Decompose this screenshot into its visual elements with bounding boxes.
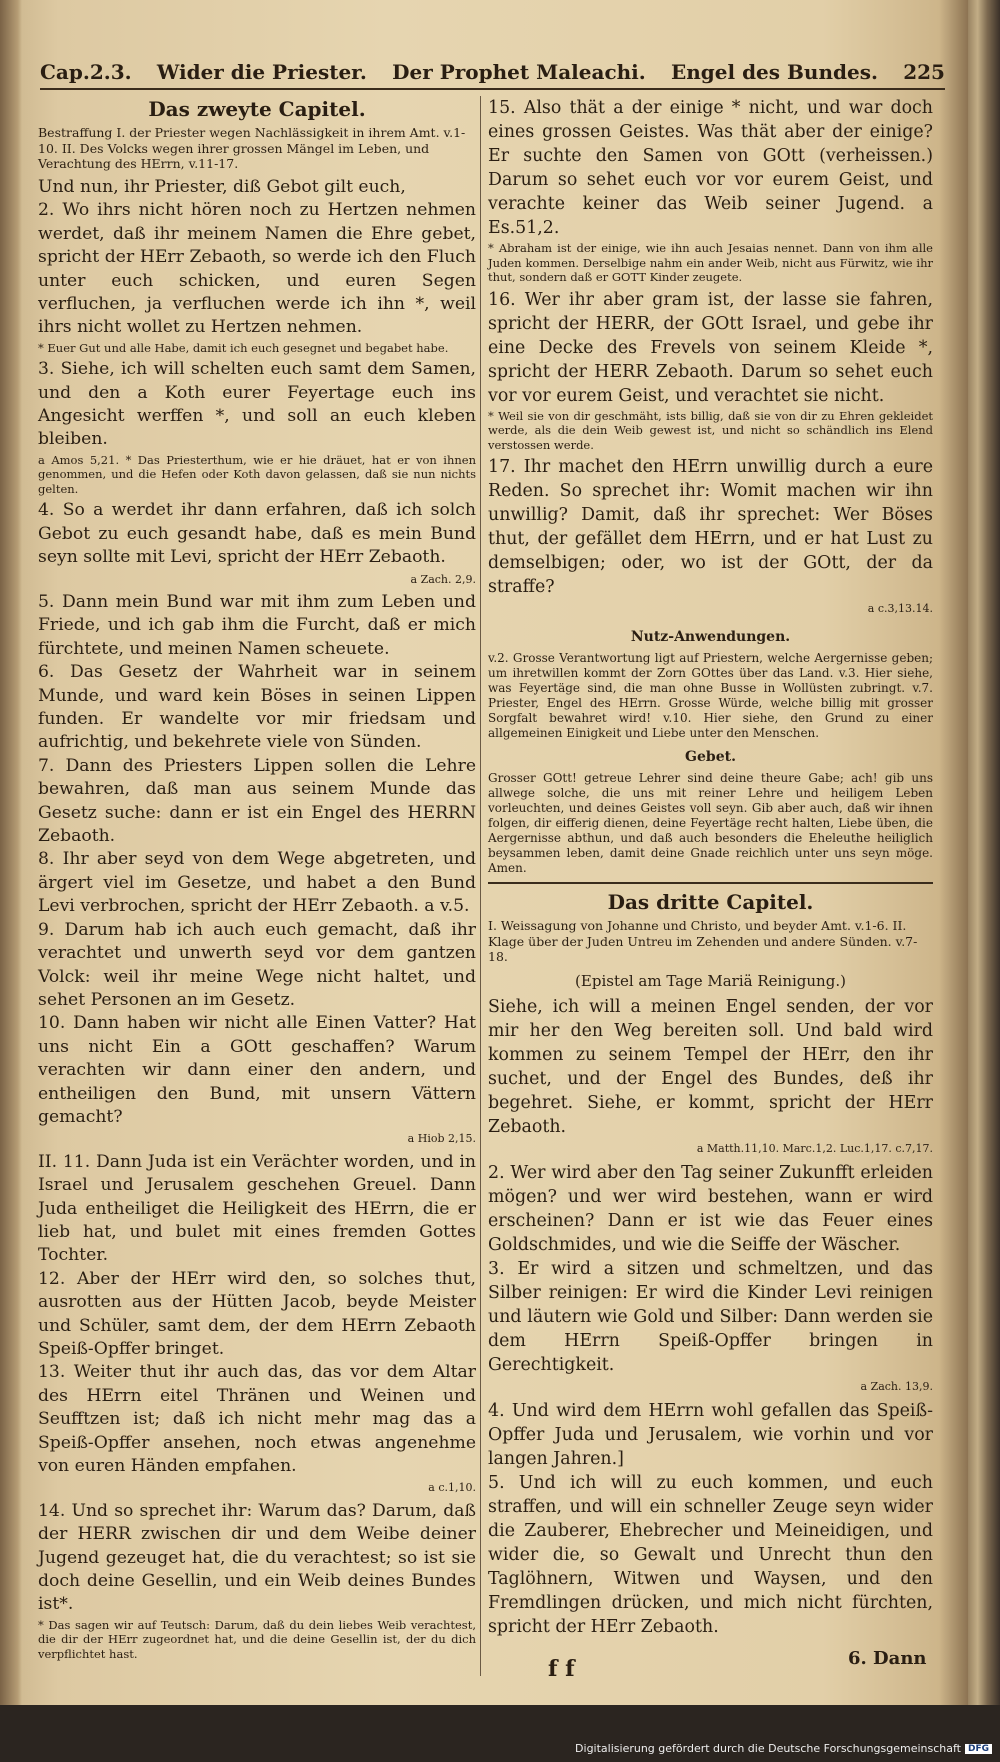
verse: 16. Wer ihr aber gram ist, der lasse sie fahren, spricht der HERR, der GOtt Israel, und gebe ihr eine Decke des Frevels von seinem Kleide *, spricht der HERR Zebaoth. Darum so sehet euch vor vor eurem Geist, und verachtet sie nicht. [488,289,933,406]
verse: 9. Darum hab ich auch euch gemacht, daß ihr verachtet und unwerth seyd vor dem gantzen Volck: weil ihr meine Wege nicht haltet, und sehet Personen an im Gesetz. [38,919,476,1010]
cross-reference: a Zach. 2,9. [410,572,476,586]
book-edge [968,0,1000,1705]
header-right-title: Engel des Bundes. [671,60,878,84]
verse: II. 11. Dann Juda ist ein Verächter worden, und in Israel und Jerusalem geschehen Greuel. Dann Juda entheiliget die Heiligkeit des HErrn, die er lieb hat, und bulet mit eines fremden Gottes Tochter. [38,1151,476,1266]
verse: 7. Dann des Priesters Lippen sollen die Lehre bewahren, daß man aus seinem Munde das Gesetz suche: dann er ist ein Engel des HERRN Zebaoth. [38,755,476,847]
verse: 6. Das Gesetz der Wahrheit war in seinem Munde, und ward kein Böses in seinen Lippen funden. Er wandelte vor mir friedsam und aufrichtig, und bekehrete viele von Sünden. [38,662,476,753]
page-number: 225 [903,60,945,84]
header-chapter: Cap.2.3. [40,60,132,84]
chapter-3-title: Das dritte Capitel. [607,890,814,914]
verse-note: * Euer Gut und alle Habe, damit ich euch gesegnet und begabet habe. [38,340,449,355]
cross-reference: a Hiob 2,15. [407,1132,476,1146]
nutz-anwendungen-text: v.2. Grosse Verantwortung ligt auf Priestern, welche Aergernisse geben; um ihretwillen kommt der Zorn GOttes über das Land. v.3. Hier siehe, was Feyertäge sind, die man ohne Busse in Wollüsten zubringt. v.7. Priester, Engel des HErrn. Grosse Würde, welche billig mit grosser Sorgfalt bewahret wird! v.10. Hier siehe, den Grund zu einer allgemeinen Einigkeit und Liebe unter den Menschen. [488,651,933,740]
chapter-2-title: Das zweyte Capitel. [148,97,366,121]
verse-note: a Amos 5,21. * Das Priesterthum, wie er hie dräuet, hat er von ihnen genommen, und die Hefen oder Koth davon gelassen, daß sie nun nichts gelten. [38,452,476,496]
right-column [488,96,933,1637]
running-header [40,50,945,90]
verse: 3. Siehe, ich will schelten euch samt dem Samen, und den a Koth eurer Feyertage euch ins Angesicht werffen *, und soll an euch kleben bleiben. [38,359,476,450]
verse-note: * Weil sie von dir geschmäht, ists billig, daß sie von dir zu Ehren gekleidet werde, als die dein Weib gewest ist, und nicht so schändlich ins Elend verstossen werde. [488,408,933,452]
verse: 8. Ihr aber seyd von dem Wege abgetreten, und ärgert viel im Gesetze, und habet a den Bund Levi verbrochen, spricht der HErr Zebaoth. a v.5. [38,849,476,917]
verse: 4. Und wird dem HErrn wohl gefallen das Speiß-Opffer Juda und Jerusalem, wie vorhin und vor langen Jahren.] [488,1400,933,1469]
verse: 2. Wer wird aber den Tag seiner Zukunfft erleiden mögen? und wer wird bestehen, wann er wird erscheinen? Dann er ist wie das Feuer eines Goldschmides, und wie die Seiffe der Wäscher. [488,1162,933,1255]
section-rule [488,882,933,884]
chapter-2-summary: Bestraffung I. der Priester wegen Nachlässigkeit in ihrem Amt. v.1-10. II. Des Volcks wegen ihrer grossen Mängel im Leben, und Verachtung des HErrn, v.11-17. [38,125,466,172]
cross-reference: a c.1,10. [428,1481,476,1495]
column-divider [480,96,481,1676]
chapter-2-verses-continued [488,96,933,621]
verse: 2. Wo ihrs nicht hören noch zu Hertzen nehmen werdet, daß ihr meinem Namen die Ehre gebet, spricht der HErr Zebaoth, so werde ich den Fluch unter euch schicken, und euren Segen verfluchen, ja verfluchen werde ich ihn *, weil ihrs nicht wollet zu Hertzen nehmen. [38,200,476,338]
verse: 4. So a werdet ihr dann erfahren, daß ich solch Gebot zu euch gesandt habe, daß es mein Bund seyn sollte mit Levi, spricht der HErr Zebaoth. [38,500,476,568]
verse: 13. Weiter thut ihr auch das, das vor dem Altar des HErrn eitel Thränen und Weinen und Seufftzen ist; daß ich nicht mehr mag das a Speiß-Opffer ansehen, noch etwas angenehme von euren Händen empfahen. [38,1362,476,1477]
book-spine [0,0,22,1705]
credit-text: Digitalisierung gefördert durch die Deutsche Forschungsgemeinschaft [575,1742,961,1755]
verse: 3. Er wird a sitzen und schmeltzen, und das Silber reinigen: Er wird die Kinder Levi reinigen und läutern wie Gold und Silber: Dann werden sie dem HErrn Speiß-Opffer bringen in Gerechtigkeit. [488,1258,933,1375]
epistle-note: (Epistel am Tage Mariä Reinigung.) [575,971,846,990]
header-left-title: Wider die Priester. [156,60,367,84]
chapter-3-verses [488,995,933,1639]
gebet-text: Grosser GOtt! getreue Lehrer sind deine theure Gabe; ach! gib uns allwege solche, die uns mit reiner Lehre und heiligem Leben vorleuchten, und deines Geistes voll seyn. Gib aber auch, daß wir ihnen folgen, dir eifferig dienen, deine Feyertäge recht halten, Liebe üben, die Aergernisse abthun, und daß auch besonders die Eheleuthe heiliglich beysammen leben, damit deine Gnade reichlich unter uns seyn möge. Amen. [488,771,933,875]
cross-reference: a c.3,13.14. [867,602,933,615]
verse: 5. Dann mein Bund war mit ihm zum Leben und Friede, und ich gab ihm die Furcht, daß er mich fürchtete, und meinen Namen scheuete. [38,592,476,659]
verse: Und nun, ihr Priester, diß Gebot gilt euch, [38,176,406,197]
verse: 5. Und ich will zu euch kommen, und euch straffen, und will ein schneller Zeuge seyn wider die Zauberer, Ehebrecher und Meineidigen, und wider die, so Gewalt und Unrecht thun den Taglöhnern, Witwen und Waysen, und den Fremdlingen drücken, und mich nicht fürchten, spricht der HErr Zebaoth. [488,1472,933,1637]
cross-reference: a Zach. 13,9. [860,1379,933,1393]
verse: Siehe, ich will a meinen Engel senden, der vor mir her den Weg bereiten soll. Und bald wird kommen zu seinem Tempel der HErr, den ihr suchet, und der Engel des Bundes, deß ihr begehret. Siehe, er kommt, spricht der HErr Zebaoth. [488,996,933,1137]
catchword: 6. Dann [848,1648,927,1669]
verse-note: * Abraham ist der einige, wie ihn auch Jesaias nennet. Dann von ihm alle Juden kommen. Derselbige nahm ein ander Weib, nicht aus Fürwitz, wie ihr thut, sondern daß er GOTT Kinder zeugete. [488,241,933,284]
verse: 17. Ihr machet den HErrn unwillig durch a eure Reden. So sprechet ihr: Womit machen wir ihn unwillig? Damit, daß ihr sprechet: Wer Böses thut, der gefället dem HErrn, und er hat Lust zu demselbigen; oder, wo ist der GOtt, der da straffe? [488,457,933,597]
header-center-title: Der Prophet Maleachi. [392,60,646,84]
digitization-credit [575,1742,992,1755]
verse: 12. Aber der HErr wird den, so solches thut, ausrotten aus der Hütten Jacob, beyde Meister und Schüler, samt dem, der dem HErrn Zebaoth Speiß-Opffer bringet. [38,1268,476,1359]
dfg-logo: DFG [965,1744,992,1754]
signature-mark: f f [548,1656,575,1682]
chapter-3-summary: I. Weissagung von Johanne und Christo, und beyder Amt. v.1-6. II. Klage über der Juden Untreu im Zehenden und andere Sünden. v.7-18. [488,918,918,964]
left-column [38,96,476,1686]
verse: 10. Dann haben wir nicht alle Einen Vatter? Hat uns nicht Ein a GOtt geschaffen? Warum verachten wir dann einer den andern, und entheiligen den Bund, mit unsern Vättern gemacht? [38,1013,476,1127]
chapter-2-verses [38,176,476,1661]
cross-reference: a Matth.11,10. Marc.1,2. Luc.1,17. c.7,17. [696,1141,933,1155]
verse: 15. Also thät a der einige * nicht, und war doch eines grossen Geistes. Was thät aber der einige? Er suchte den Samen von GOtt (verheissen.) Darum so sehet euch vor vor eurem Geist, und verachte keiner das Weib seiner Jugend. a Es.51,2. [488,98,933,238]
gebet-title: Gebet. [685,749,736,765]
verse-note: * Das sagen wir auf Teutsch: Darum, daß du dein liebes Weib verachtest, die dir der HErr zugeordnet hat, und die deine Gesellin ist, der du dich verpflichtet hast. [38,1617,476,1661]
verse: 14. Und so sprechet ihr: Warum das? Darum, daß der HERR zwischen dir und dem Weibe deiner Jugend gezeuget hat, die du verachtest; so ist sie doch deine Gesellin, und ein Weib deines Bundes ist*. [38,1500,476,1615]
nutz-anwendungen-title: Nutz-Anwendungen. [630,629,791,645]
